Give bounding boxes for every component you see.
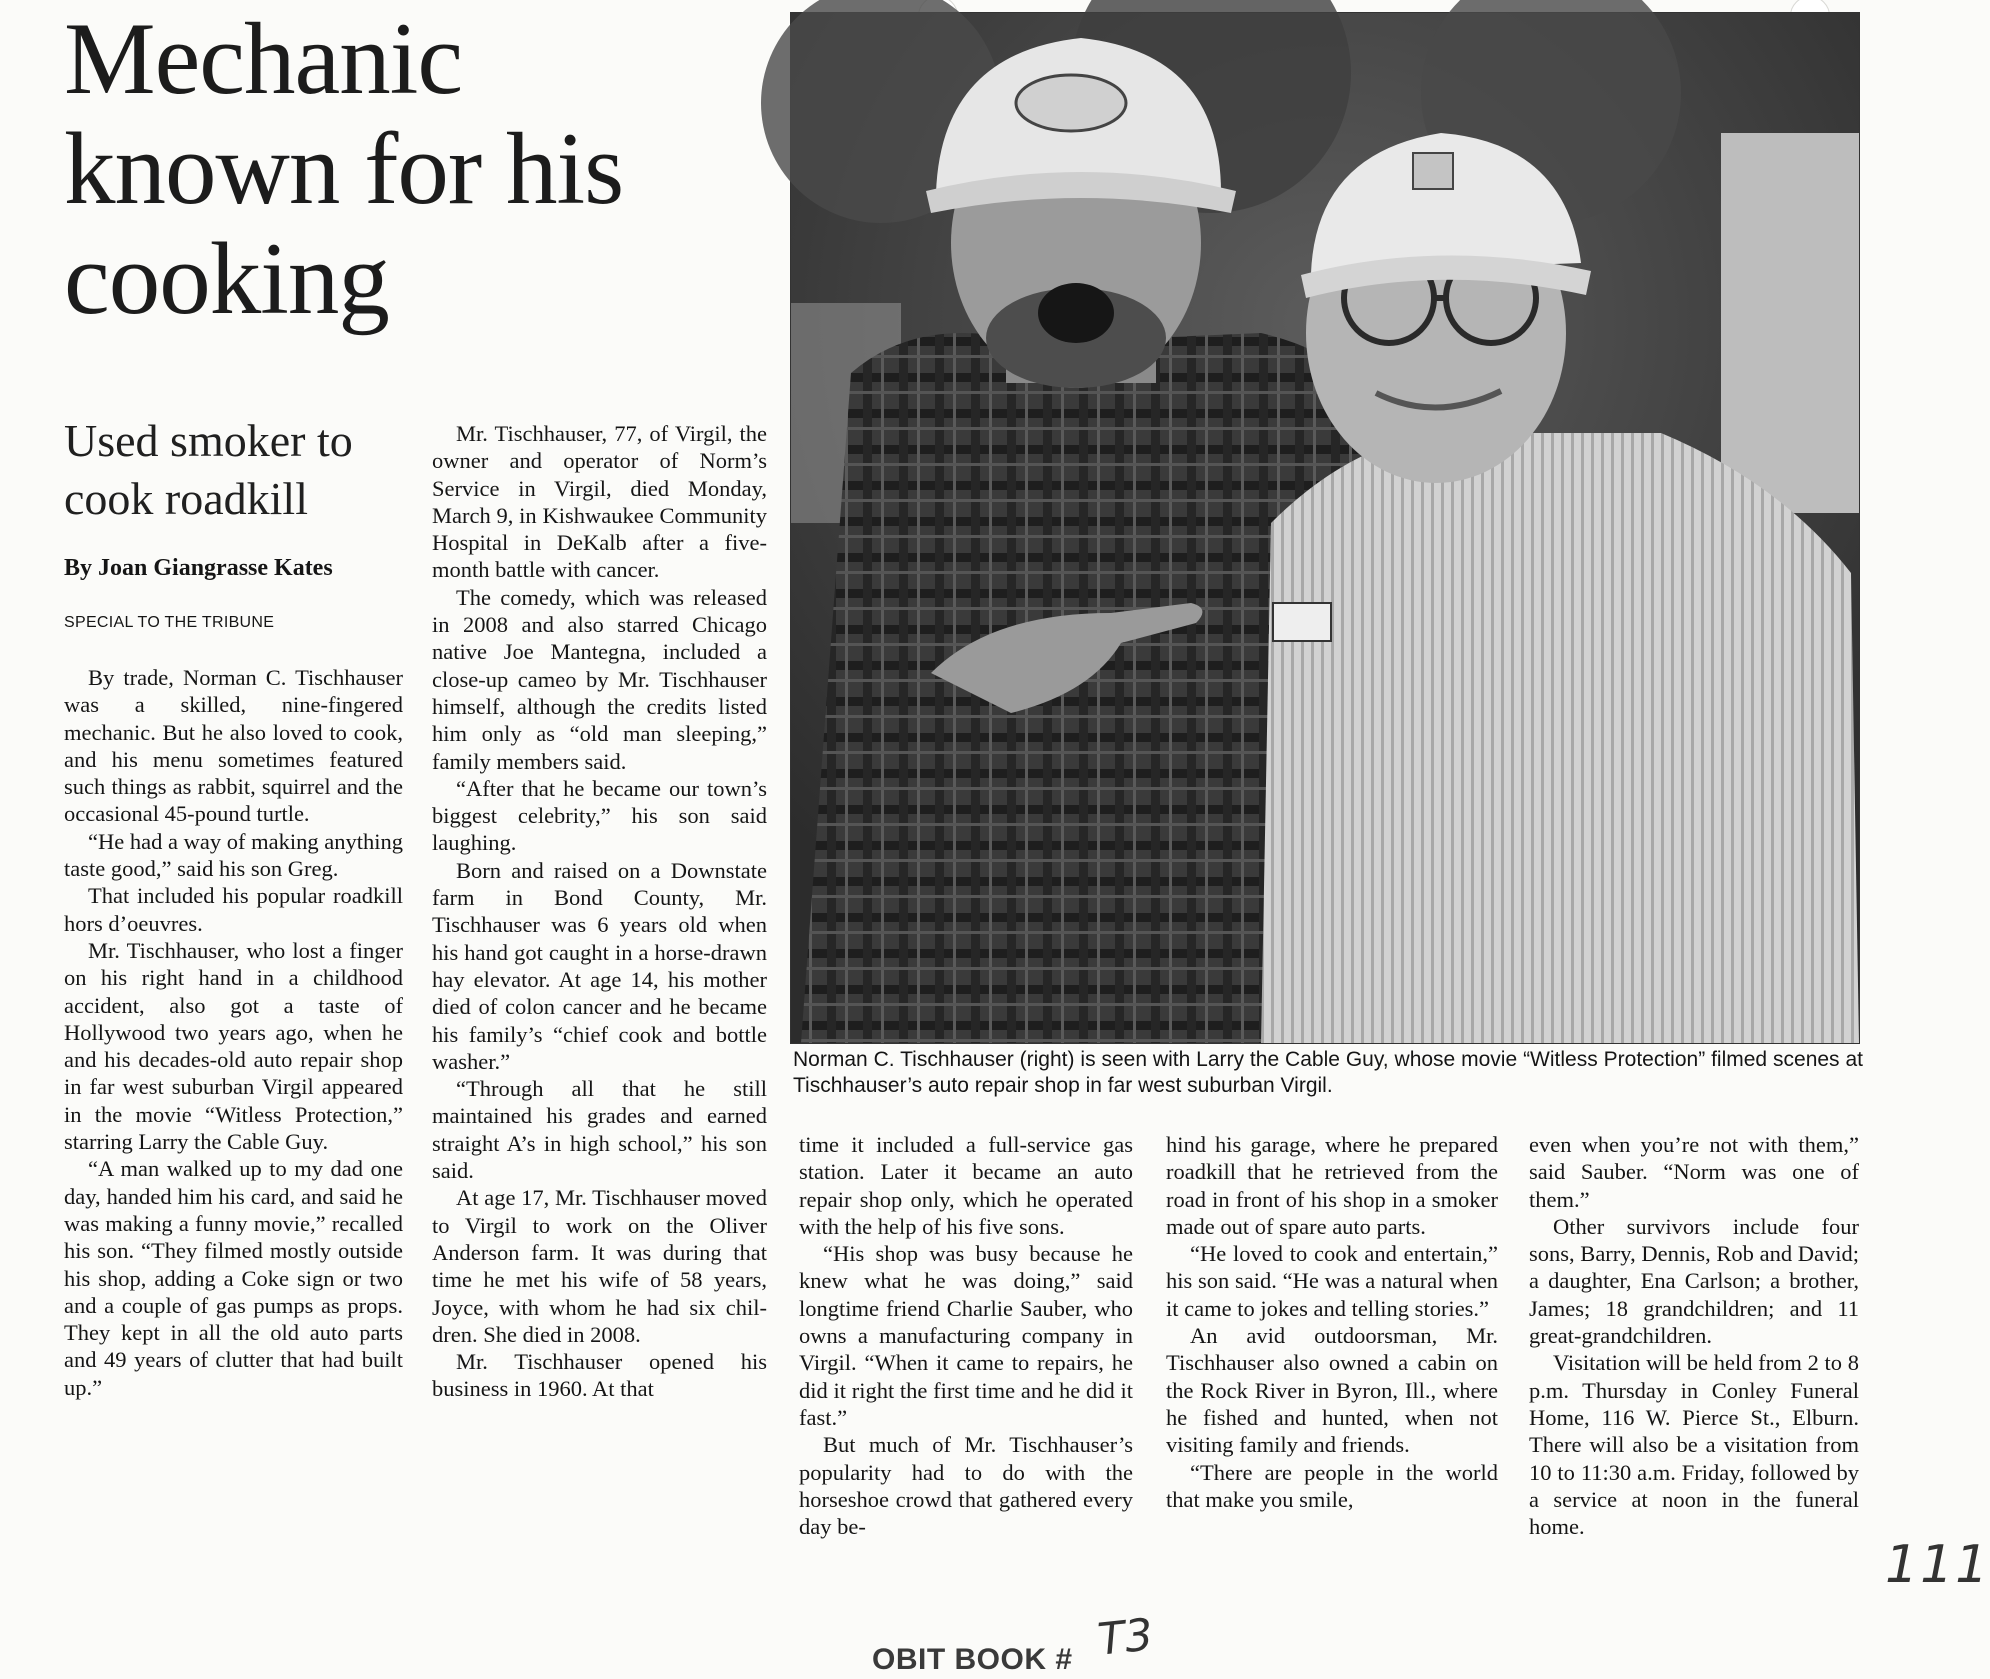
- article-column-3: [799, 1131, 1133, 1540]
- article-column-5: [1529, 1131, 1859, 1540]
- paragraph: But much of Mr. Tischhauser’s popularity had to do with the horseshoe crowd that gathered every day be-: [799, 1432, 1133, 1540]
- paragraph: time it included a full-service gas station. Later it became an auto repair shop only, which he operated with the help of his five sons.: [799, 1132, 1133, 1239]
- subheadline: Used smoker to cook roadkill: [64, 415, 353, 524]
- photo-caption: Norman C. Tischhauser (right) is seen with Larry the Cable Guy, whose movie “Witless Protection” filmed scenes at Tischhauser’s auto repair shop in far west suburban Virgil.: [793, 1048, 1863, 1097]
- paragraph: “He had a way of making anything taste good,” said his son Greg.: [64, 828, 403, 882]
- byline-credit: SPECIAL TO THE TRIBUNE: [64, 614, 275, 631]
- paragraph: “A man walked up to my dad one day, handed him his card, and said he was making a funny movie,” recalled his son. “They filmed mostly outside his shop, adding a Coke sign or two and a couple of gas pumps as props. They kept in all the old auto parts and 49 years of clutter that had built up.”: [64, 1156, 403, 1400]
- paragraph: “He loved to cook and entertain,” his son said. “He was a natural when it came to jokes and telling stories.”: [1166, 1241, 1498, 1321]
- obit-book-stamp: OBIT BOOK #: [872, 1643, 1073, 1676]
- paragraph: “After that he became our town’s biggest celebrity,” his son said laughing.: [432, 775, 767, 856]
- paragraph: even when you’re not with them,” said Sauber. “Norm was one of them.”: [1529, 1132, 1859, 1212]
- photo-illustration: [791, 13, 1859, 1043]
- obit-book-handwritten-number: T3: [1095, 1609, 1156, 1666]
- paragraph: An avid outdoorsman, Mr. Tischhauser also owned a cabin on the Rock River in Byron, Ill., where he fished and hunted, when not visiting family and friends.: [1166, 1323, 1498, 1458]
- article-column-2: [432, 420, 767, 1403]
- paragraph: Mr. Tischhauser, 77, of Virgil, the owner and operator of Norm’s Service in Virgil, died Monday, March 9, in Kishwaukee Community Hospital in DeKalb after a five-month battle with cancer.: [432, 421, 767, 583]
- paragraph: hind his garage, where he prepared roadkill that he retrieved from the road in front of his shop in a smoker made out of spare auto parts.: [1166, 1132, 1498, 1239]
- paragraph: The comedy, which was released in 2008 and also starred Chicago native Joe Mantegna, included a close-up cameo by Mr. Tischhauser himself, although the credits listed him only as “old man sleeping,” family members said.: [432, 584, 767, 774]
- paragraph: By trade, Norman C. Tischhauser was a skilled, nine-fingered mechanic. But he also loved to cook, and his menu sometimes featured such things as rabbit, squirrel and the occasional 45-pound turtle.: [64, 665, 403, 827]
- byline: By Joan Giangrasse Kates: [64, 555, 333, 581]
- paragraph: Born and raised on a Downstate farm in Bond County, Mr. Tischhauser was 6 years old when his hand got caught in a horse-drawn hay elevator. At age 14, his mother died of colon cancer and he became his family’s “chief cook and bottle washer.”: [432, 857, 767, 1074]
- paragraph: “There are people in the world that make you smile,: [1166, 1459, 1498, 1512]
- headline: Mechanic known for his cooking: [64, 2, 624, 336]
- paragraph: “His shop was busy because he knew what he was doing,” said longtime friend Charlie Sauber, who owns a manufacturing company in Virgil. “When it came to repairs, he did it right the first time and he did it fast.”: [799, 1241, 1133, 1430]
- article-column-4: [1166, 1131, 1498, 1513]
- paragraph: Mr. Tischhauser, who lost a finger on his right hand in a childhood accident, also got a taste of Hollywood two years ago, when he and his decades-old auto repair shop in far west suburban Virgil appeared in the movie “Witless Protection,” starring Larry the Cable Guy.: [64, 937, 403, 1155]
- paragraph: Mr. Tischhauser opened his business in 1960. At that: [432, 1349, 767, 1402]
- handwritten-page-mark: 111: [1885, 1535, 1990, 1595]
- paragraph: “Through all that he still maintained his grades and earned straight A’s in high school,” his son said.: [432, 1076, 767, 1184]
- article-column-1: [64, 664, 403, 1401]
- paragraph: At age 17, Mr. Tischhauser moved to Virgil to work on the Oliver Anderson farm. It was during that time he met his wife of 58 years, Joyce, with whom he had six children. She died in 2008.: [432, 1185, 767, 1347]
- article-photo: [790, 12, 1860, 1044]
- paragraph: Visitation will be held from 2 to 8 p.m. Thursday in Conley Funeral Home, 116 W. Pierce St., Elburn. There will also be a visitation from 10 to 11:30 a.m. Friday, followed by a service at noon in the funeral home.: [1529, 1350, 1859, 1540]
- paragraph: Other survivors include four sons, Barry, Dennis, Rob and David; a daughter, Ena Carlson; a brother, James; 18 grandchildren; and 11 great-grandchildren.: [1529, 1213, 1859, 1349]
- paragraph: That included his popular roadkill hors d’oeuvres.: [64, 883, 403, 936]
